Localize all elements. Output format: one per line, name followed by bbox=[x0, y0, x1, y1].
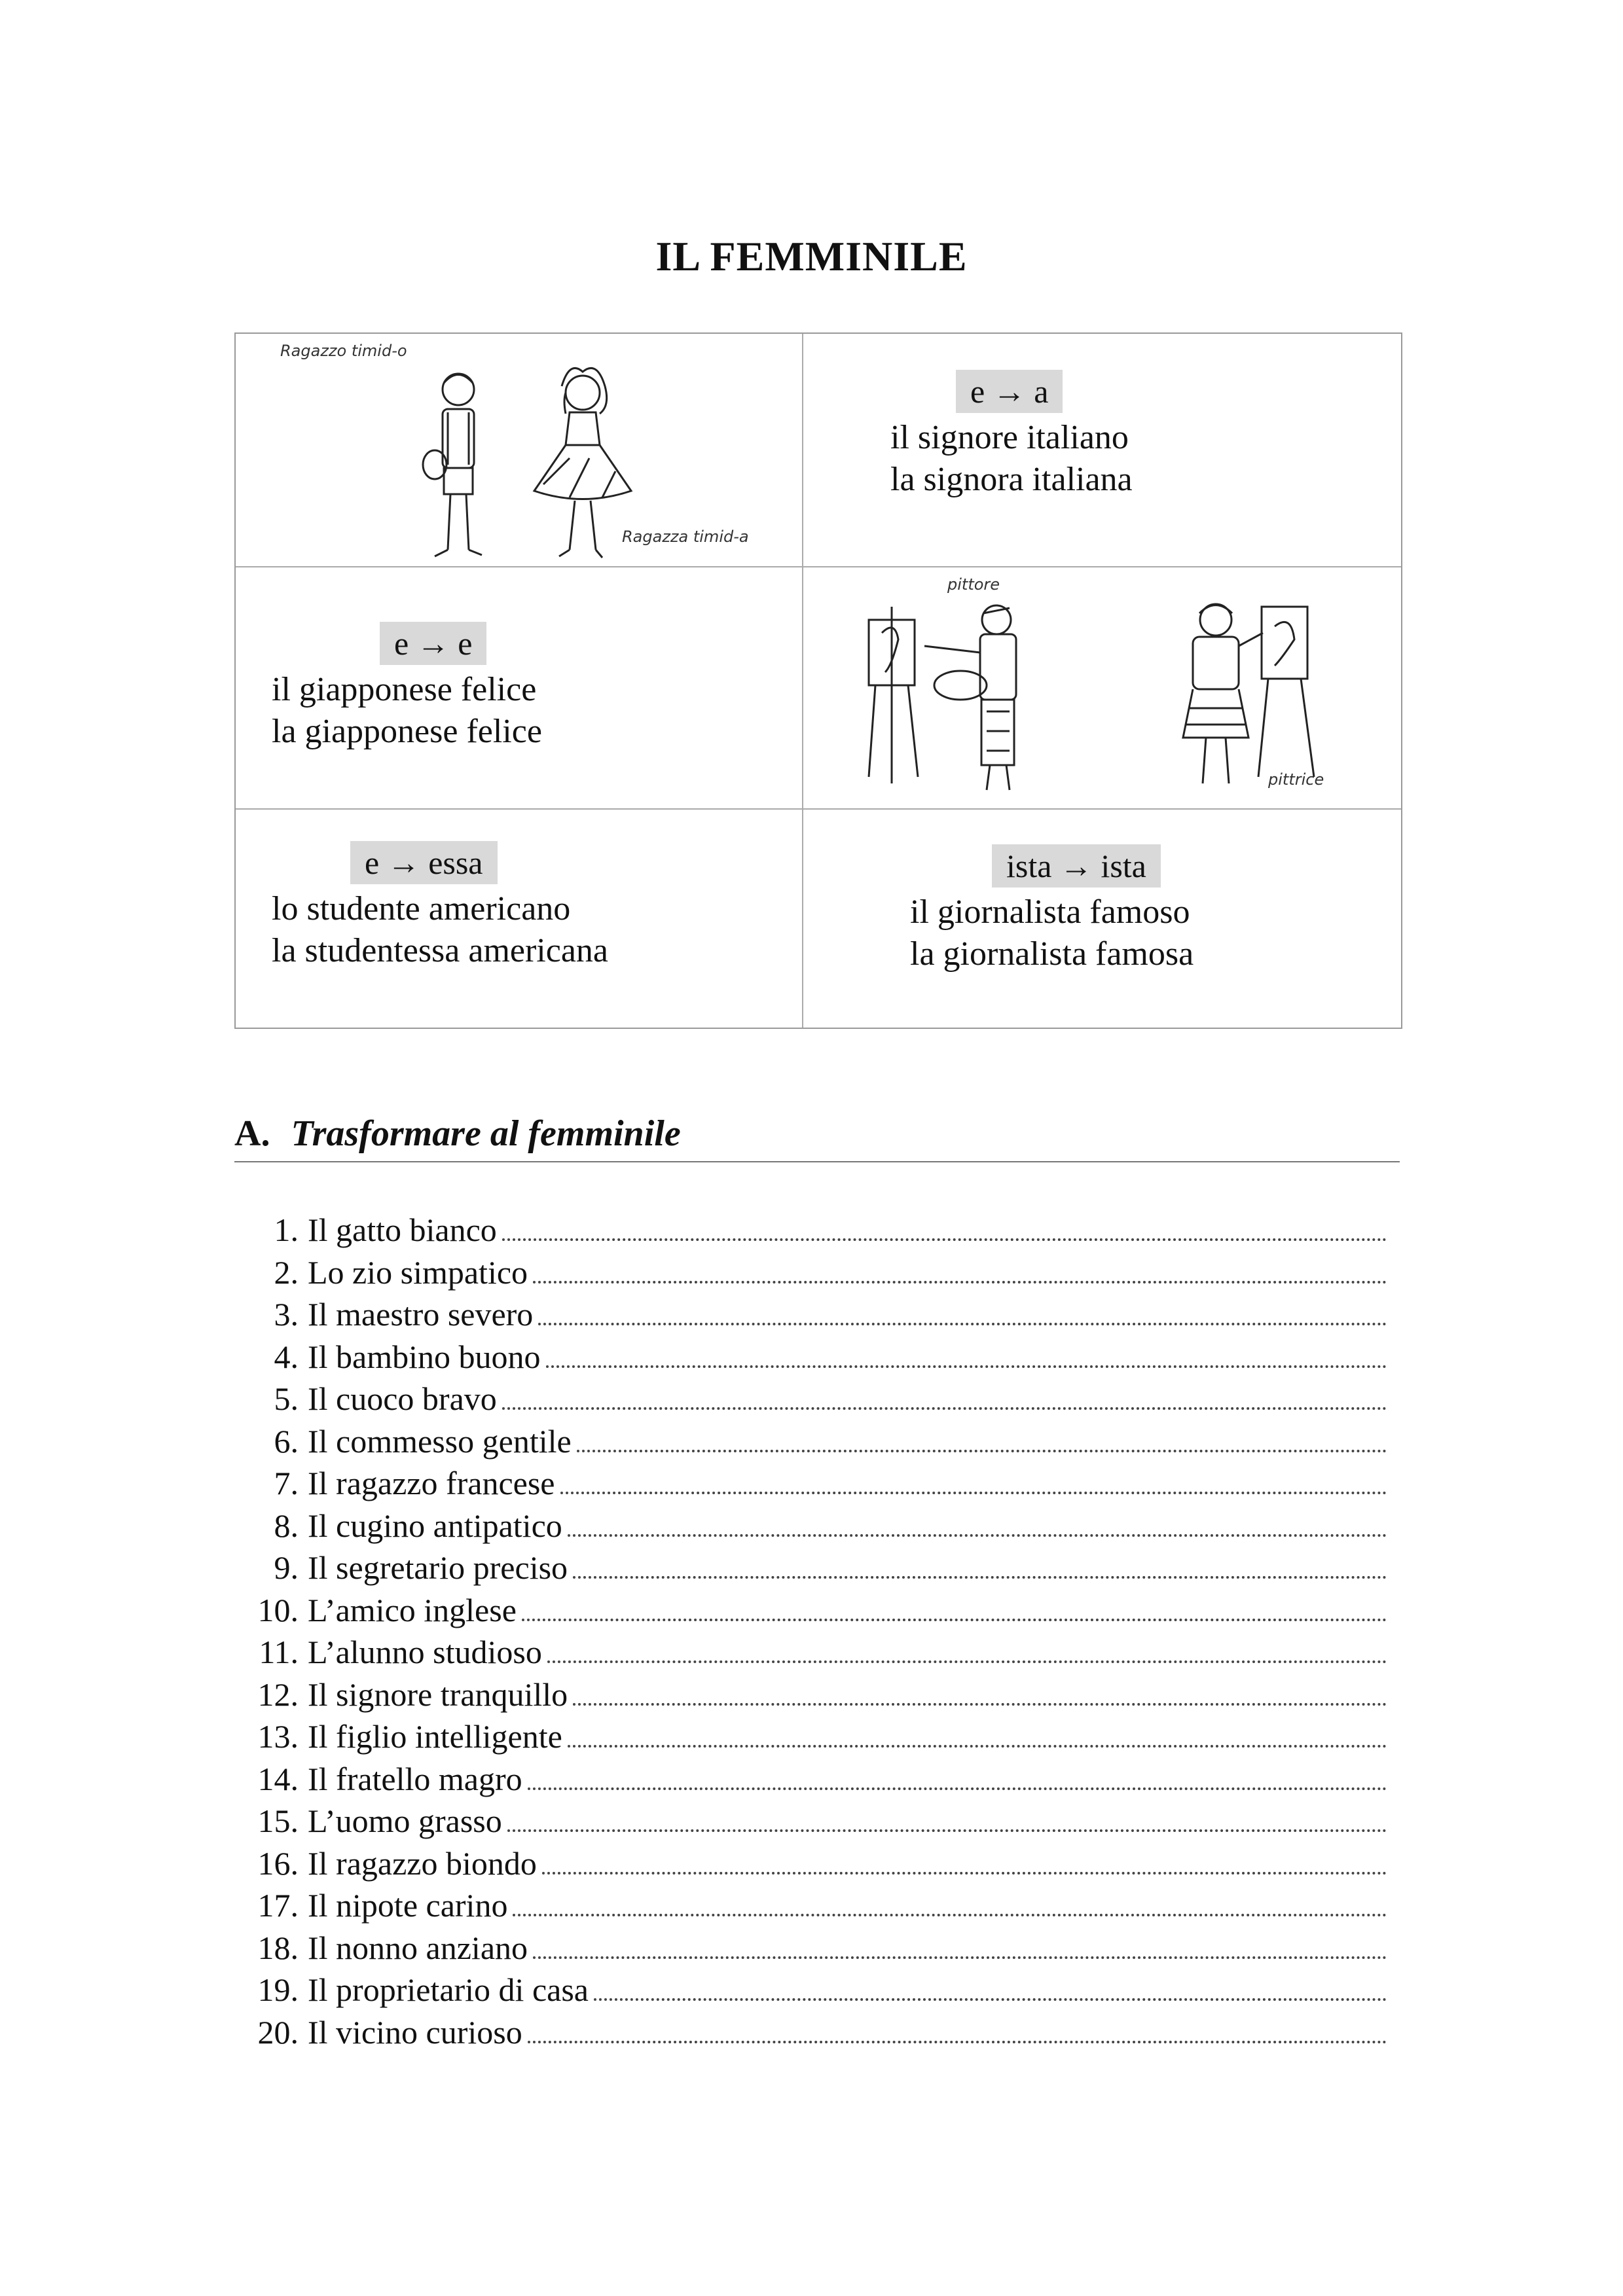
exercise-number: 5. bbox=[274, 1380, 299, 1417]
exercise-number: 17. bbox=[257, 1887, 299, 1924]
girl-figure bbox=[534, 368, 631, 558]
exercise-number: 14. bbox=[257, 1760, 299, 1797]
answer-blank[interactable] bbox=[568, 1745, 1387, 1748]
table-divider-row-2 bbox=[236, 808, 1401, 810]
exercise-item bbox=[234, 1211, 1387, 1253]
exercise-number: 18. bbox=[257, 1929, 299, 1966]
exercise-text: Il figlio intelligente bbox=[308, 1718, 562, 1755]
exercise-text: L’alunno studioso bbox=[308, 1634, 542, 1670]
exercise-item bbox=[234, 1676, 1387, 1718]
exercise-text: Il nonno anziano bbox=[308, 1929, 528, 1966]
exercise-text: L’amico inglese bbox=[308, 1591, 517, 1628]
masculine-example: il signore italiano bbox=[890, 419, 1129, 456]
answer-blank[interactable] bbox=[533, 1956, 1387, 1959]
cell-rule-ista bbox=[910, 844, 1395, 975]
exercise-text: Il bambino buono bbox=[308, 1338, 541, 1375]
exercise-text: Il cugino antipatico bbox=[308, 1507, 562, 1544]
answer-blank[interactable] bbox=[568, 1534, 1387, 1537]
exercise-number: 6. bbox=[274, 1422, 299, 1460]
exercise-number: 19. bbox=[257, 1971, 299, 2008]
answer-blank[interactable] bbox=[533, 1281, 1387, 1283]
page-title: IL FEMMINILE bbox=[655, 233, 968, 279]
rules-table bbox=[234, 332, 1402, 1029]
exercise-item bbox=[234, 1633, 1387, 1676]
exercise-item bbox=[234, 1549, 1387, 1591]
exercise-number: 15. bbox=[257, 1803, 299, 1839]
rule-label: e → essa bbox=[350, 841, 498, 884]
cell-illustration-painter bbox=[803, 567, 1401, 808]
rule-label: ista → ista bbox=[992, 844, 1161, 888]
feminine-example: la signora italiana bbox=[890, 461, 1133, 498]
answer-blank[interactable] bbox=[542, 1872, 1387, 1874]
exercise-item bbox=[234, 1929, 1387, 1971]
exercise-item bbox=[234, 1507, 1387, 1549]
exercise-item bbox=[234, 1802, 1387, 1844]
answer-blank[interactable] bbox=[528, 1787, 1387, 1790]
boy-caption: Ragazzo timid-o bbox=[280, 342, 407, 360]
exercise-item bbox=[234, 1295, 1387, 1338]
answer-blank[interactable] bbox=[507, 1829, 1387, 1832]
answer-blank[interactable] bbox=[560, 1492, 1387, 1494]
male-painter-figure bbox=[869, 605, 1016, 790]
exercise-text: Il fratello magro bbox=[308, 1760, 522, 1797]
exercise-text: Il maestro severo bbox=[308, 1296, 534, 1333]
answer-blank[interactable] bbox=[573, 1703, 1387, 1706]
male-painter-caption: pittore bbox=[947, 575, 1000, 594]
exercise-text: Il nipote carino bbox=[308, 1887, 508, 1924]
exercise-item bbox=[234, 1422, 1387, 1465]
answer-blank[interactable] bbox=[577, 1450, 1387, 1452]
female-painter-caption: pittrice bbox=[1268, 770, 1324, 789]
exercise-text: Il signore tranquillo bbox=[308, 1676, 568, 1713]
exercise-number: 12. bbox=[257, 1676, 299, 1713]
exercise-number: 13. bbox=[257, 1718, 299, 1755]
exercise-list bbox=[234, 1211, 1387, 2055]
masculine-example: il giornalista famoso bbox=[910, 893, 1190, 931]
exercise-item bbox=[234, 2013, 1387, 2056]
boy-figure bbox=[423, 374, 482, 556]
answer-blank[interactable] bbox=[547, 1660, 1387, 1663]
painters-illustration bbox=[862, 594, 1334, 803]
exercise-item bbox=[234, 1380, 1387, 1422]
feminine-example: la studentessa americana bbox=[272, 932, 608, 969]
feminine-example: la giornalista famosa bbox=[910, 935, 1194, 973]
exercise-text: L’uomo grasso bbox=[308, 1803, 502, 1839]
exercise-item bbox=[234, 1253, 1387, 1296]
exercise-text: Il ragazzo biondo bbox=[308, 1844, 537, 1882]
exercise-item bbox=[234, 1844, 1387, 1887]
feminine-example: la giapponese felice bbox=[272, 713, 542, 750]
answer-blank[interactable] bbox=[594, 1998, 1387, 2001]
cell-rule-e-essa bbox=[272, 841, 782, 972]
exercise-number: 3. bbox=[274, 1296, 299, 1333]
exercise-number: 16. bbox=[257, 1844, 299, 1882]
section-title: Trasformare al femminile bbox=[291, 1113, 681, 1154]
exercise-item bbox=[234, 1338, 1387, 1380]
rule-label: e → e bbox=[380, 622, 486, 665]
exercise-number: 9. bbox=[274, 1549, 299, 1586]
cell-rule-e-a bbox=[890, 370, 1388, 501]
exercise-number: 1. bbox=[274, 1211, 299, 1248]
rule-label: e → a bbox=[956, 370, 1063, 413]
exercise-item bbox=[234, 1886, 1387, 1929]
exercise-text: Il commesso gentile bbox=[308, 1422, 572, 1460]
masculine-example: lo studente americano bbox=[272, 890, 571, 927]
exercise-text: Il vicino curioso bbox=[308, 2013, 522, 2051]
exercise-number: 7. bbox=[274, 1465, 299, 1501]
exercise-text: Lo zio simpatico bbox=[308, 1253, 528, 1291]
exercise-number: 8. bbox=[274, 1507, 299, 1544]
answer-blank[interactable] bbox=[528, 2041, 1387, 2043]
exercise-item bbox=[234, 1464, 1387, 1507]
exercise-number: 2. bbox=[274, 1253, 299, 1291]
cell-rule-e-e bbox=[272, 622, 782, 753]
exercise-section-header bbox=[234, 1113, 1400, 1162]
female-painter-figure bbox=[1183, 604, 1314, 783]
exercise-text: Il gatto bianco bbox=[308, 1211, 497, 1248]
cell-illustration-timid bbox=[236, 334, 802, 566]
exercise-number: 10. bbox=[257, 1591, 299, 1628]
exercise-number: 20. bbox=[257, 2013, 299, 2051]
girl-caption: Ragazza timid-a bbox=[622, 528, 749, 546]
exercise-item bbox=[234, 1591, 1387, 1634]
exercise-item bbox=[234, 1971, 1387, 2013]
exercise-item bbox=[234, 1717, 1387, 1760]
exercise-text: Il cuoco bravo bbox=[308, 1380, 497, 1417]
answer-blank[interactable] bbox=[546, 1365, 1387, 1368]
answer-blank[interactable] bbox=[502, 1407, 1387, 1410]
answer-blank[interactable] bbox=[538, 1323, 1387, 1325]
exercise-text: Il segretario preciso bbox=[308, 1549, 568, 1586]
exercise-item bbox=[234, 1760, 1387, 1803]
timid-figures-illustration bbox=[406, 360, 655, 569]
answer-blank[interactable] bbox=[513, 1914, 1387, 1916]
exercise-text: Il ragazzo francese bbox=[308, 1465, 555, 1501]
masculine-example: il giapponese felice bbox=[272, 671, 537, 708]
answer-blank[interactable] bbox=[522, 1619, 1387, 1621]
exercise-text: Il proprietario di casa bbox=[308, 1971, 589, 2008]
exercise-number: 11. bbox=[259, 1634, 299, 1670]
answer-blank[interactable] bbox=[573, 1576, 1387, 1579]
answer-blank[interactable] bbox=[502, 1238, 1387, 1241]
exercise-number: 4. bbox=[274, 1338, 299, 1375]
section-letter: A. bbox=[234, 1113, 270, 1154]
